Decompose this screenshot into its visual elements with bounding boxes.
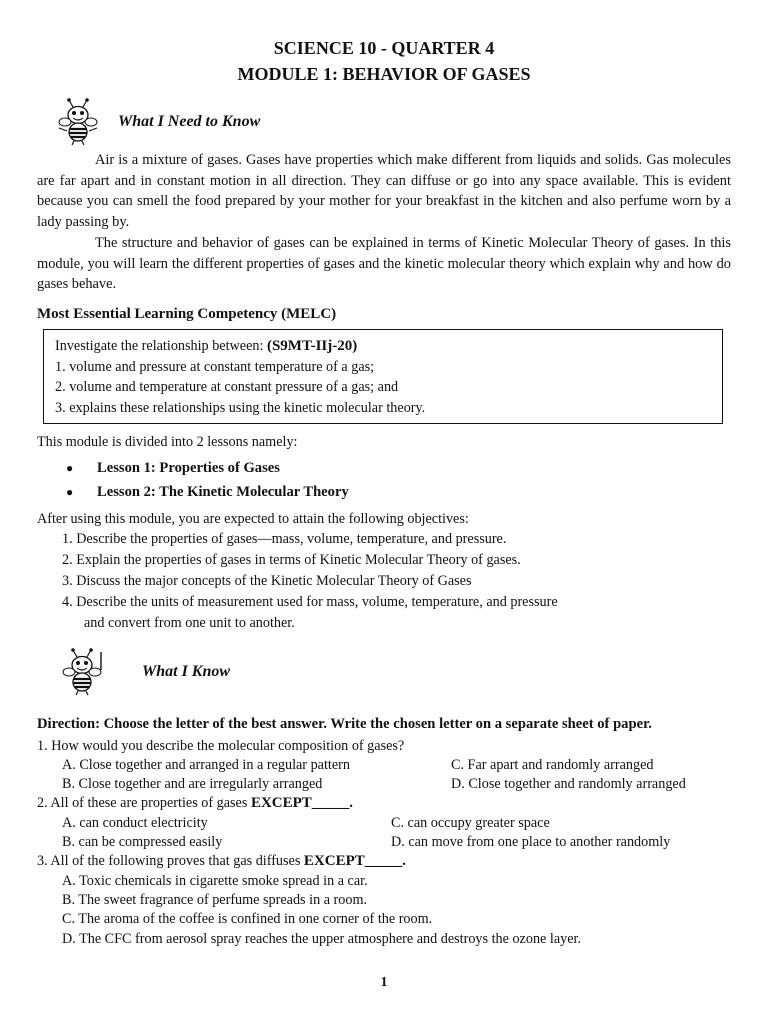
question-3-choice-b: B. The sweet fragrance of perfume spreads in a room. xyxy=(62,892,368,908)
section-heading-need-to-know: What I Need to Know xyxy=(118,113,261,130)
lesson-item-1-label: Lesson 1: Properties of Gases xyxy=(97,460,280,476)
objective-item-4-cont: and convert from one unit to another. xyxy=(84,615,295,631)
question-2-choice-d: D. can move from one place to another randomly xyxy=(391,834,671,850)
page-title-line2: MODULE 1: BEHAVIOR OF GASES xyxy=(237,64,531,84)
page-title-line1: SCIENCE 10 - QUARTER 4 xyxy=(273,38,495,58)
section-heading-what-i-know: What I Know xyxy=(142,663,231,680)
question-3-stem-text: 3. All of the following proves that gas diffuses xyxy=(37,853,304,869)
question-3-choice-c: C. The aroma of the coffee is confined in one corner of the room. xyxy=(62,911,433,927)
objective-item-3: 3. Discuss the major concepts of the Kinetic Molecular Theory of Gases xyxy=(62,573,472,589)
melc-heading: Most Essential Learning Competency (MELC) xyxy=(37,306,337,322)
bullet-icon: ● xyxy=(66,485,74,499)
question-1-choice-d: D. Close together and randomly arranged xyxy=(451,776,686,792)
melc-intro-text: Investigate the relationship between: xyxy=(55,338,267,354)
question-3-choice-a: A. Toxic chemicals in cigarette smoke spread in a car. xyxy=(62,873,368,889)
question-1-stem: 1. How would you describe the molecular composition of gases? xyxy=(37,738,405,754)
question-1-choice-a: A. Close together and arranged in a regular pattern xyxy=(62,757,350,773)
question-2-choice-c: C. can occupy greater space xyxy=(391,815,550,831)
question-2-except: EXCEPT_____. xyxy=(250,795,354,811)
melc-box xyxy=(43,329,723,424)
melc-intro xyxy=(55,336,722,357)
melc-code: (S9MT-IIj-20) xyxy=(266,338,358,354)
section-header-need-to-know xyxy=(56,98,260,146)
lesson-item-2 xyxy=(66,484,349,501)
question-2-choice-a: A. can conduct electricity xyxy=(62,815,208,831)
question-2-choice-b: B. can be compressed easily xyxy=(62,834,223,850)
lesson-item-1 xyxy=(66,460,280,477)
question-2-stem-text: 2. All of these are properties of gases xyxy=(37,795,251,811)
question-3-stem xyxy=(37,853,406,870)
objective-item-2: 2. Explain the properties of gases in terms of Kinetic Molecular Theory of gases. xyxy=(62,552,521,568)
bee-mascot-icon xyxy=(60,648,106,696)
bullet-icon: ● xyxy=(66,461,74,475)
page-number: 1 xyxy=(380,975,388,990)
question-1-choice-c: C. Far apart and randomly arranged xyxy=(451,757,654,773)
melc-item-1: 1. volume and pressure at constant temperature of a gas; xyxy=(55,358,375,375)
objective-item-1: 1. Describe the properties of gases—mass, volume, temperature, and pressure. xyxy=(62,531,507,547)
objectives-intro: After using this module, you are expected to attain the following objectives: xyxy=(37,511,469,527)
section-header-what-i-know xyxy=(60,648,230,696)
bee-mascot-icon xyxy=(56,98,102,146)
lesson-item-2-label: Lesson 2: The Kinetic Molecular Theory xyxy=(97,484,349,500)
melc-item-3: 3. explains these relationships using the kinetic molecular theory. xyxy=(55,399,426,416)
question-1-choice-b: B. Close together and are irregularly arranged xyxy=(62,776,323,792)
question-3-except: EXCEPT_____. xyxy=(303,853,406,869)
intro-paragraph-1: Air is a mixture of gases. Gases have properties which make different from liquids and solids. Gas molecules are far apart and in constant motion in all direction. They can diffuse or go into any space available. This is evident because you can smell the food prepared by your mother for your breakfast in the kitchen and also perfume worn by a lady passing by. xyxy=(37,152,731,230)
intro-paragraph-2: The structure and behavior of gases can be explained in terms of Kinetic Molecular Theory of gases. In this module, you will learn the different properties of gases and the kinetic molecular theory which explain why and how do gases behave. xyxy=(37,235,731,293)
question-3-choice-d: D. The CFC from aerosol spray reaches the upper atmosphere and destroys the ozone layer. xyxy=(62,931,581,947)
question-2-stem xyxy=(37,795,353,812)
lessons-intro: This module is divided into 2 lessons namely: xyxy=(37,434,298,450)
melc-item-2: 2. volume and temperature at constant pressure of a gas; and xyxy=(55,379,399,395)
direction-text: Direction: Choose the letter of the best answer. Write the chosen letter on a separate sheet of paper. xyxy=(37,716,652,732)
objective-item-4: 4. Describe the units of measurement used for mass, volume, temperature, and pressure xyxy=(62,594,558,610)
